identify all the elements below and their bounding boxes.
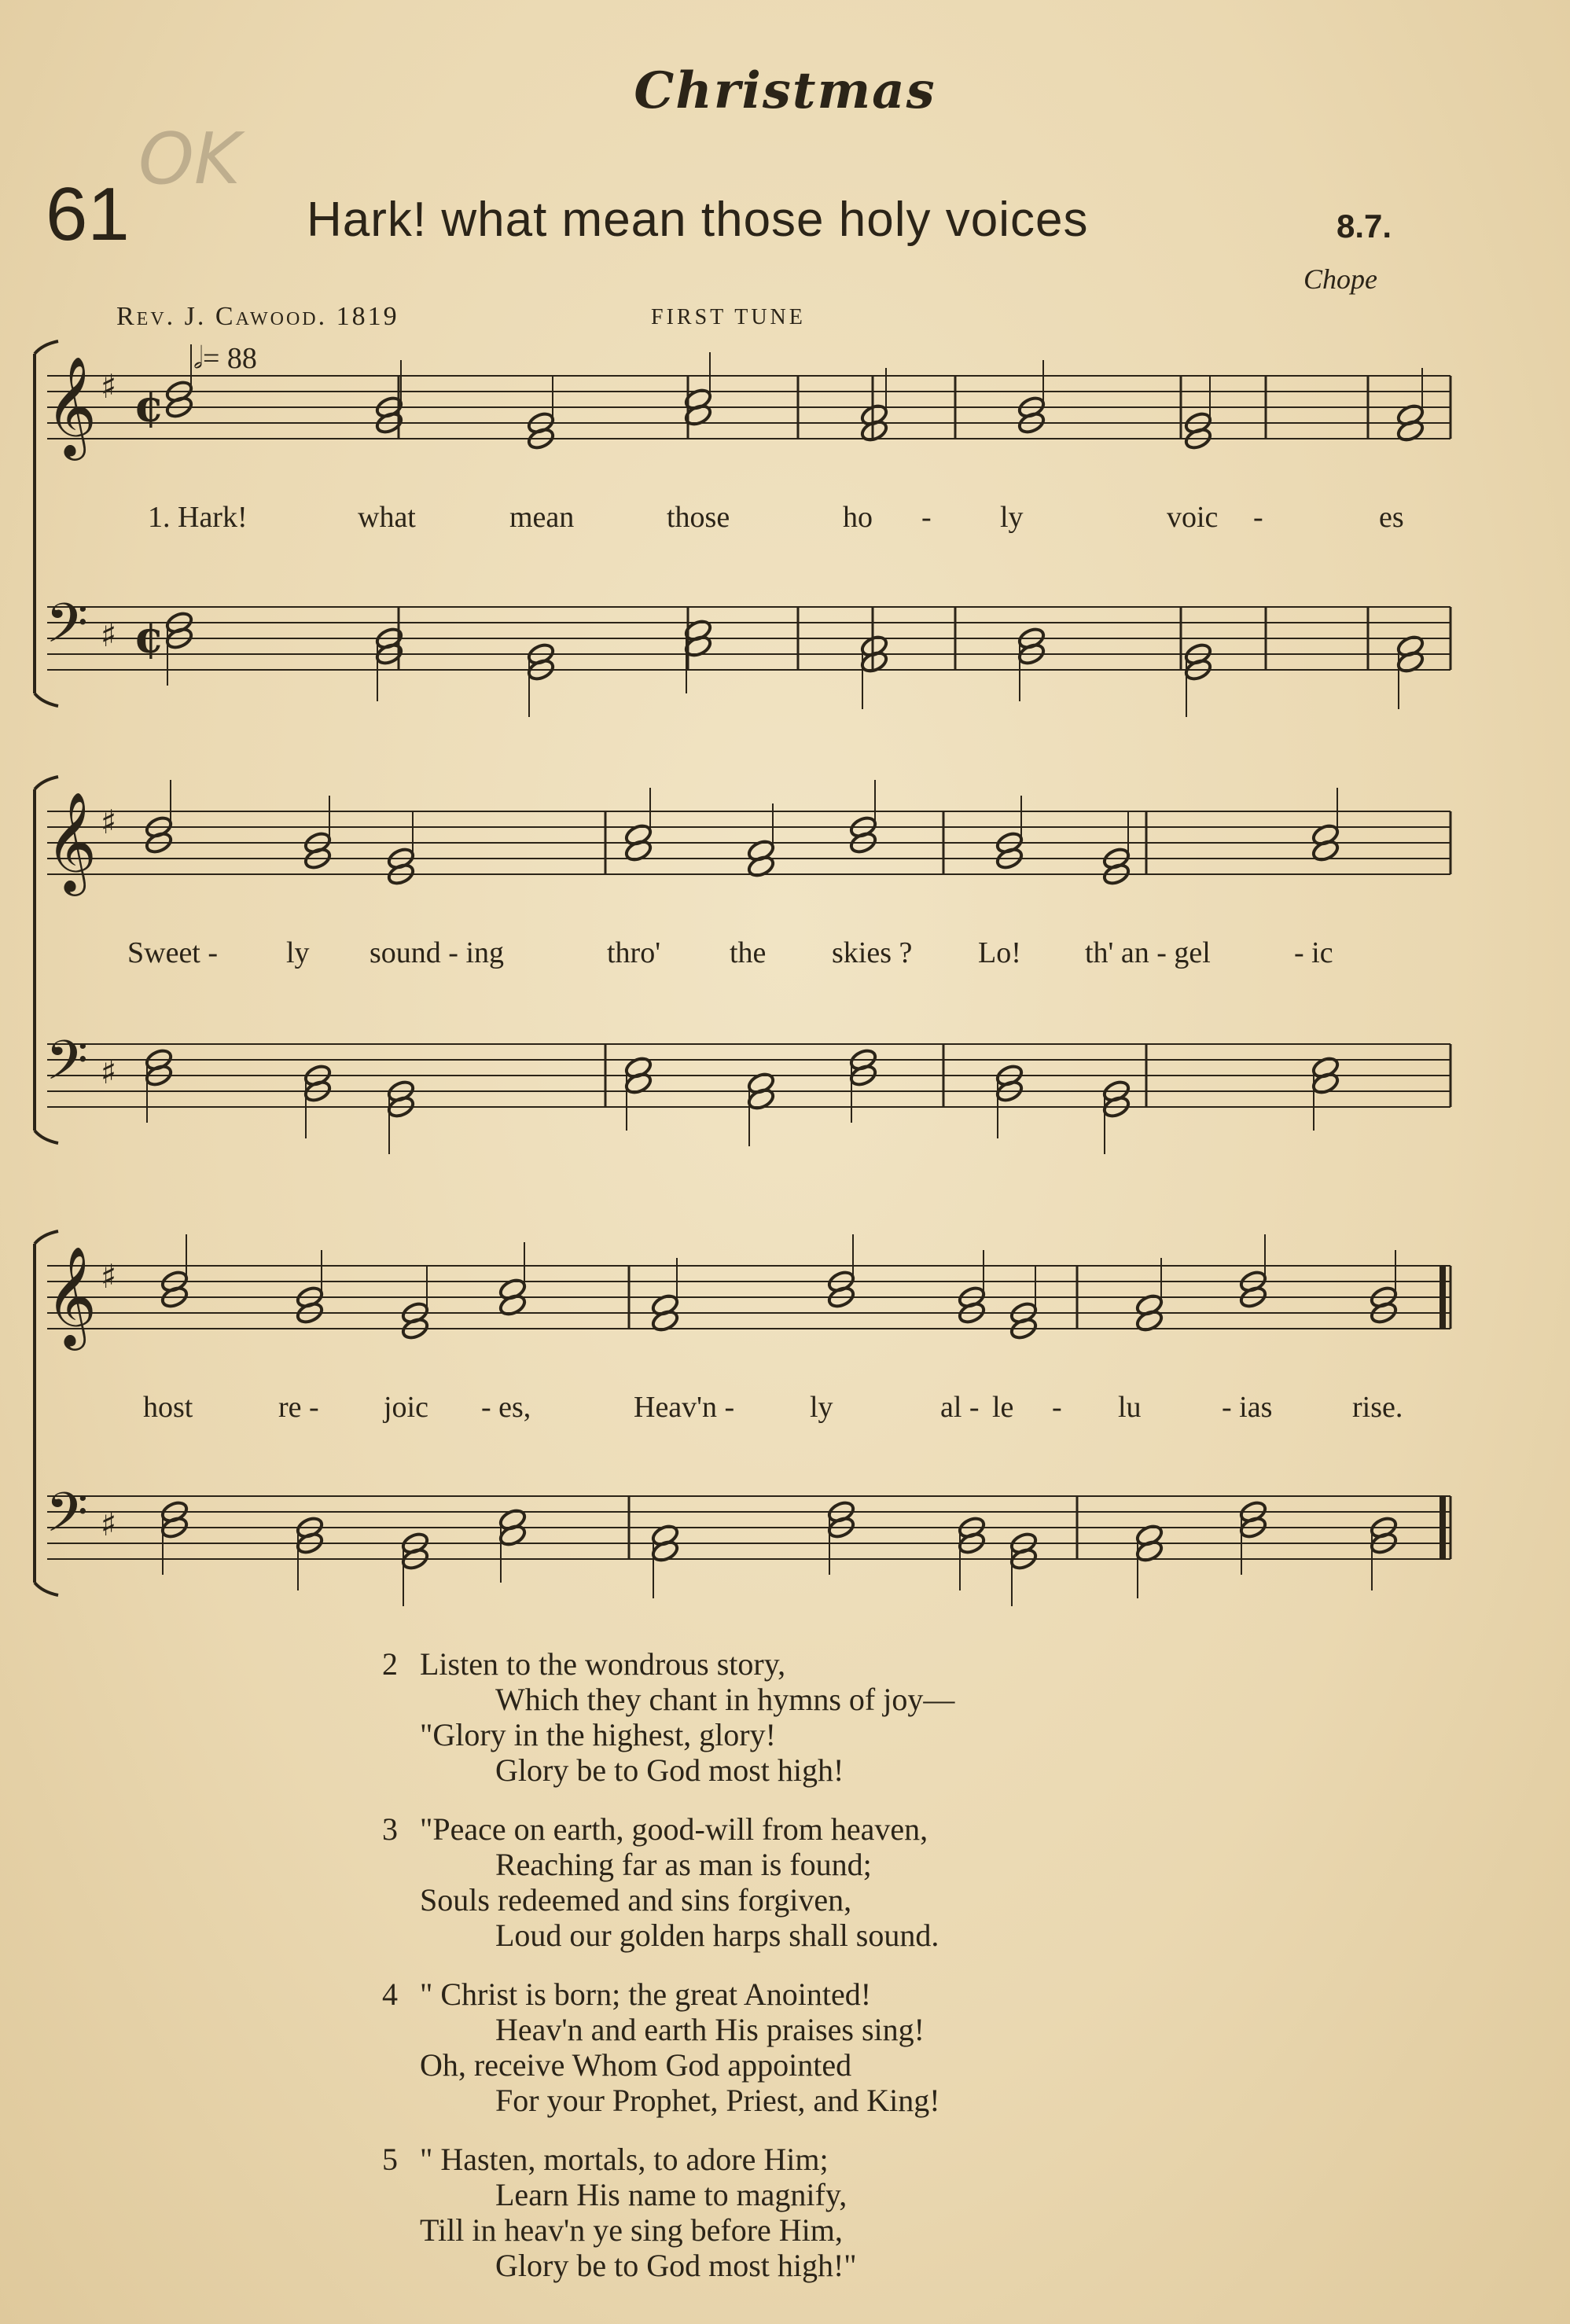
lyric-syllable: re - [278,1391,319,1424]
lyric-syllable: the [730,936,767,969]
tune-label: FIRST TUNE [651,305,806,329]
bracket-hook-icon [35,777,58,789]
verse-line: For your Prophet, Priest, and King! [495,2083,940,2118]
meter: 8.7. [1337,208,1392,245]
lyric-syllable: ly [810,1391,833,1424]
key-sharp-icon: ♯ [101,803,117,841]
lyric-syllable: ly [1000,501,1024,534]
lyric-syllable: 1. Hark! [148,501,248,534]
lyric-syllable: thro' [607,936,661,969]
lyric-syllable: ho [843,501,873,534]
verse-line: Learn His name to magnify, [495,2177,848,2212]
verse-number: 3 [382,1811,398,1847]
verse-line: Glory be to God most high! [495,1752,844,1788]
verse-line: Reaching far as man is found; [495,1847,872,1882]
hymn-title: Hark! what mean those holy voices [307,193,1089,247]
bass-clef-icon: 𝄢 [46,1480,89,1557]
verse-line: Which they chant in hymns of joy— [495,1682,955,1717]
lyric-syllable: - [1253,501,1263,534]
cut-time-icon: ¢ [134,612,164,664]
verse-line: "Glory in the highest, glory! [420,1717,776,1752]
lyric-syllable: - ic [1294,936,1333,969]
lyric-syllable: - [921,501,932,534]
verse-line: Glory be to God most high!" [495,2248,857,2283]
author: Rev. J. Cawood. 1819 [116,302,399,331]
verse-line: Souls redeemed and sins forgiven, [420,1882,852,1918]
lyric-syllable: voic [1167,501,1219,534]
lyric-syllable: joic [384,1391,428,1424]
key-sharp-icon: ♯ [101,1053,117,1091]
pencil-mark: OK [138,118,241,200]
lyric-syllable: al - [940,1391,980,1424]
lyric-syllable: Heav'n - [634,1391,735,1424]
bass-clef-icon: 𝄢 [46,591,89,668]
key-sharp-icon: ♯ [101,616,117,654]
section-title: Christmas [634,61,936,120]
lyric-syllable: Sweet - [127,936,219,969]
half-note-icon: 𝅗𝅥 [193,342,203,375]
lyric-syllable: sound - ing [370,936,504,969]
lyric-syllable: Lo! [978,936,1021,969]
lyric-syllable: ly [286,936,310,969]
verse-number: 5 [382,2142,398,2177]
bracket-hook-icon [35,1131,58,1143]
verse-line: " Hasten, mortals, to adore Him; [420,2142,829,2177]
treble-clef-icon: 𝄞 [46,791,97,892]
key-sharp-icon: ♯ [101,1505,117,1543]
tune-name: Chope [1303,263,1377,295]
verse-line: Till in heav'n ye sing before Him, [420,2212,843,2248]
hymn-number: 61 [46,172,130,256]
treble-clef-icon: 𝄞 [46,1245,97,1346]
tempo-value: = 88 [202,342,257,375]
cut-time-icon: ¢ [134,381,164,432]
lyric-syllable: - es, [481,1391,531,1424]
bracket-hook-icon [35,341,58,354]
tempo-marking [193,341,257,376]
verse-line: Oh, receive Whom God appointed [420,2047,852,2083]
lyric-syllable: - [1052,1391,1062,1424]
verse-line: Listen to the wondrous story, [420,1646,786,1682]
bracket-hook-icon [35,1231,58,1244]
treble-clef-icon: 𝄞 [46,355,97,456]
bracket-hook-icon [35,1583,58,1595]
key-sharp-icon: ♯ [101,367,117,406]
lyric-syllable: es [1379,501,1404,534]
bass-clef-icon: 𝄢 [46,1028,89,1105]
lyric-syllable: what [358,501,416,534]
key-sharp-icon: ♯ [101,1257,117,1296]
verse-line: Heav'n and earth His praises sing! [495,2012,925,2047]
verse-number: 4 [382,1977,398,2012]
lyric-syllable: mean [509,501,575,534]
lyric-syllable: host [143,1391,193,1424]
lyric-syllable: those [667,501,730,534]
verse-line: " Christ is born; the great Anointed! [420,1977,872,2012]
verse-number: 2 [382,1646,398,1682]
lyric-syllable: th' an - gel [1085,936,1211,969]
lyric-syllable: rise. [1352,1391,1403,1424]
lyric-syllable: skies ? [832,936,913,969]
bracket-hook-icon [35,693,58,706]
lyric-syllable: le [992,1391,1014,1424]
verse-line: "Peace on earth, good-will from heaven, [420,1811,928,1847]
verse-line: Loud our golden harps shall sound. [495,1918,939,1953]
lyric-syllable: lu [1118,1391,1142,1424]
lyric-syllable: - ias [1222,1391,1273,1424]
